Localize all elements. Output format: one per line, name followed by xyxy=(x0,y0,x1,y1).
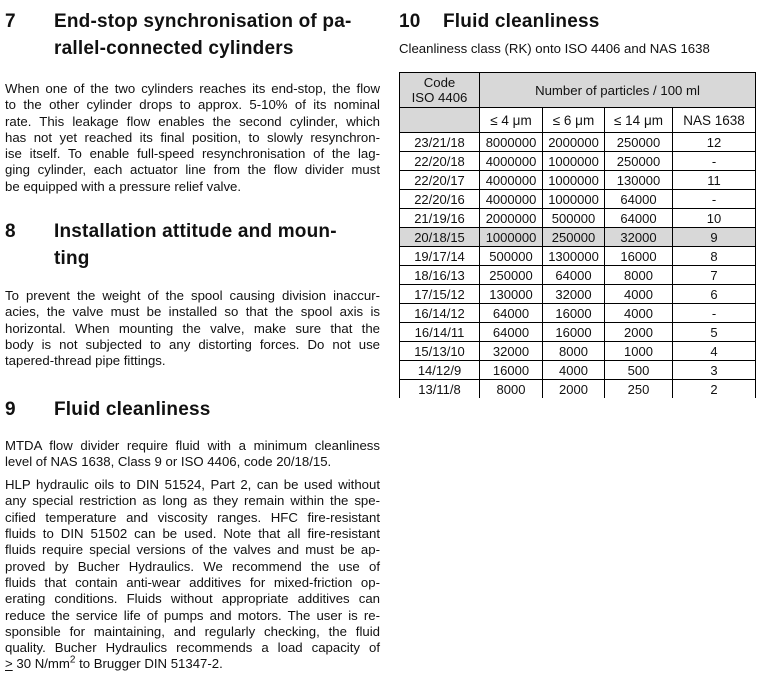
paragraph-line: rate. This leakage flow enables the second cylinder, which xyxy=(5,113,380,129)
table-cell: 1000000 xyxy=(480,228,543,247)
header-4um: ≤ 4 μm xyxy=(480,108,543,133)
table-cell: 16000 xyxy=(543,323,605,342)
section-10-number: 10 xyxy=(399,11,421,32)
table-cell: 32000 xyxy=(605,228,673,247)
table-cell: 4000000 xyxy=(480,171,543,190)
table-row xyxy=(400,152,756,171)
header-14um: ≤ 14 μm xyxy=(605,108,673,133)
section-8-title-line1: Installation attitude and moun- xyxy=(54,221,337,243)
table-cell: 8000 xyxy=(543,342,605,361)
table-cell: 2000000 xyxy=(480,209,543,228)
paragraph-line: tapered-thread pipe fittings. xyxy=(5,353,166,369)
paragraph-line: body is not subjected to any distorting forces. Do not use xyxy=(5,336,380,352)
table-cell: 2 xyxy=(673,380,756,399)
table-row xyxy=(400,304,756,323)
table-cell: 4000000 xyxy=(480,190,543,209)
superscript-2: 2 xyxy=(69,655,76,667)
table-cell: 18/16/13 xyxy=(400,266,480,285)
table-cell: 4 xyxy=(673,342,756,361)
table-cell: 9 xyxy=(673,228,756,247)
table-cell: 500000 xyxy=(480,247,543,266)
table-cell: 19/17/14 xyxy=(400,247,480,266)
paragraph-line: erating conditions. Fluids without appropriate additives can xyxy=(5,591,380,607)
table-cell: 15/13/10 xyxy=(400,342,480,361)
paragraph-line: To prevent the weight of the spool causing division inaccur- xyxy=(5,288,380,304)
paragraph-line: to the other cylinder drops to approx. 5-10% of its nominal xyxy=(5,97,380,113)
table-cell: 1000 xyxy=(605,342,673,361)
section-7-heading xyxy=(5,8,380,62)
section-10-title: Fluid cleanliness xyxy=(443,11,600,32)
table-cell: 8 xyxy=(673,247,756,266)
table-cell: - xyxy=(673,152,756,171)
paragraph-line: sponsible for maintaining, and regularly checking, the fluid xyxy=(5,623,380,639)
table-cell: 17/15/12 xyxy=(400,285,480,304)
table-row xyxy=(400,190,756,209)
paragraph-line: MTDA flow divider require fluid with a minimum cleanliness xyxy=(5,437,380,453)
table-cell: 20/18/15 xyxy=(400,228,480,247)
table-cell: 250000 xyxy=(480,266,543,285)
table-cell: 4000000 xyxy=(480,152,543,171)
table-cell: 64000 xyxy=(605,190,673,209)
paragraph-line: reduce the service life of pumps and motors. The user is re- xyxy=(5,607,380,623)
table-cell: 11 xyxy=(673,171,756,190)
table-cell: 22/20/16 xyxy=(400,190,480,209)
paragraph-line: When one of the two cylinders reaches its end-stop, the flow xyxy=(5,81,380,96)
section-9-paragraph-2 xyxy=(5,477,380,673)
table-cell: 2000000 xyxy=(543,133,605,152)
table-cell: 8000 xyxy=(480,380,543,399)
table-cell: 4000 xyxy=(605,304,673,323)
table-row xyxy=(400,133,756,152)
table-row xyxy=(400,342,756,361)
table-cell: 250000 xyxy=(543,228,605,247)
table-row xyxy=(400,209,756,228)
paragraph-line: cified temperature and viscosity ranges. HFC fire-resistant xyxy=(5,509,380,525)
table-cell: 12 xyxy=(673,133,756,152)
paragraph-line: level of NAS 1638, Class 9 or ISO 4406, code 20/18/15. xyxy=(5,453,332,469)
table-cell: 14/12/9 xyxy=(400,361,480,380)
table-cell: 64000 xyxy=(605,209,673,228)
section-8-number: 8 xyxy=(5,221,16,243)
table-cell: 16000 xyxy=(543,304,605,323)
section-10-heading xyxy=(399,8,755,35)
table-cell: 6 xyxy=(673,285,756,304)
highlighted-table-row xyxy=(400,228,756,247)
table-cell: 500000 xyxy=(543,209,605,228)
table-cell: 4000 xyxy=(605,285,673,304)
section-7-title-line2: rallel-connected cylinders xyxy=(54,38,294,59)
paragraph-line: fluids that contain anti-wear additives for mixed-friction op- xyxy=(5,574,380,590)
paragraph-line: acies, the valve must be installed so that the spool axis is xyxy=(5,304,380,320)
header-code-line1: Code xyxy=(423,75,456,90)
table-cell: - xyxy=(673,190,756,209)
table-cell: 32000 xyxy=(543,285,605,304)
table-subheader-row xyxy=(400,108,756,133)
table-cell: 10 xyxy=(673,209,756,228)
table-row xyxy=(400,361,756,380)
table-cell: 8000 xyxy=(605,266,673,285)
table-row xyxy=(400,247,756,266)
table-cell: 500 xyxy=(605,361,673,380)
section-9-heading xyxy=(5,396,380,423)
load-capacity-standard: to Brugger DIN 51347-2. xyxy=(75,656,223,672)
table-cell: 64000 xyxy=(543,266,605,285)
table-row xyxy=(400,323,756,342)
table-cell: 250000 xyxy=(605,133,673,152)
table-cell: 64000 xyxy=(480,304,543,323)
paragraph-line: quality. Bucher Hydraulics recommends a load capacity of xyxy=(5,640,380,656)
table-cell: - xyxy=(673,304,756,323)
table-cell: 130000 xyxy=(480,285,543,304)
table-cell: 64000 xyxy=(480,323,543,342)
paragraph-line: ging cylinder, each actuator line from the flow divider must xyxy=(5,162,380,178)
greater-equal-symbol: > xyxy=(5,656,13,672)
section-7-number: 7 xyxy=(5,11,16,32)
paragraph-line: has not yet reached its final position, to slowly resynchron- xyxy=(5,129,380,145)
section-8-title-line2: ting xyxy=(54,248,90,270)
table-row xyxy=(400,380,756,399)
header-particles: Number of particles / 100 ml xyxy=(480,73,756,108)
table-cell: 250000 xyxy=(605,152,673,171)
header-code-iso4406 xyxy=(400,73,480,108)
table-cell: 3 xyxy=(673,361,756,380)
header-empty-cell xyxy=(400,108,480,133)
paragraph-line: horizontal. When mounting the valve, make sure that the xyxy=(5,320,380,336)
table-cell: 23/21/18 xyxy=(400,133,480,152)
table-cell: 21/19/16 xyxy=(400,209,480,228)
load-capacity-value: 30 N/mm xyxy=(12,656,70,672)
section-8-title xyxy=(54,218,380,272)
header-code-line2: ISO 4406 xyxy=(411,90,468,105)
paragraph-line: proved by Bucher Hydraulics. We recommend the use of xyxy=(5,558,380,574)
section-9-number: 9 xyxy=(5,398,16,420)
paragraph-line: fluids to DIN 51502 can be used. Note that all fire-resistant xyxy=(5,526,380,542)
section-8-paragraph xyxy=(5,288,380,369)
paragraph-line: any special restriction as long as they remain within the spe- xyxy=(5,493,380,509)
table-cell: 1300000 xyxy=(543,247,605,266)
section-9-title: Fluid cleanliness xyxy=(54,398,211,420)
header-nas1638: NAS 1638 xyxy=(673,108,756,133)
section-7-title xyxy=(54,8,380,62)
table-cell: 1000000 xyxy=(543,171,605,190)
table-cell: 16000 xyxy=(605,247,673,266)
paragraph-last-line xyxy=(5,656,380,672)
table-cell: 1000000 xyxy=(543,190,605,209)
table-cell: 32000 xyxy=(480,342,543,361)
table-header-row xyxy=(400,73,756,108)
paragraph-line: HLP hydraulic oils to DIN 51524, Part 2, can be used without xyxy=(5,477,380,493)
cleanliness-table xyxy=(399,72,756,398)
table-row xyxy=(400,266,756,285)
table-cell: 1000000 xyxy=(543,152,605,171)
table-cell: 4000 xyxy=(543,361,605,380)
section-9-paragraph-1 xyxy=(5,438,380,471)
left-column xyxy=(5,8,380,673)
table-cell: 16/14/11 xyxy=(400,323,480,342)
table-cell: 250 xyxy=(605,380,673,399)
table-cell: 5 xyxy=(673,323,756,342)
section-7-paragraph xyxy=(5,81,380,195)
paragraph-line: be equipped with a pressure relief valve. xyxy=(5,178,242,194)
section-7-title-line1: End-stop synchronisation of pa- xyxy=(54,11,352,32)
table-cell: 13/11/8 xyxy=(400,380,480,399)
table-cell: 130000 xyxy=(605,171,673,190)
table-caption: Cleanliness class (RK) onto ISO 4406 and NAS 1638 xyxy=(399,41,710,56)
table-cell: 8000000 xyxy=(480,133,543,152)
right-column xyxy=(399,8,755,673)
table-cell: 16/14/12 xyxy=(400,304,480,323)
table-cell: 22/20/18 xyxy=(400,152,480,171)
table-cell: 22/20/17 xyxy=(400,171,480,190)
paragraph-line: fluids require special versions of the valves and must be ap- xyxy=(5,542,380,558)
table-row xyxy=(400,285,756,304)
table-row xyxy=(400,171,756,190)
section-8-heading xyxy=(5,218,380,272)
header-6um: ≤ 6 μm xyxy=(543,108,605,133)
table-cell: 7 xyxy=(673,266,756,285)
paragraph-line: ise itself. To enable full-speed resynchronisation of the lag- xyxy=(5,146,380,162)
table-cell: 2000 xyxy=(605,323,673,342)
table-cell: 2000 xyxy=(543,380,605,399)
table-cell: 16000 xyxy=(480,361,543,380)
